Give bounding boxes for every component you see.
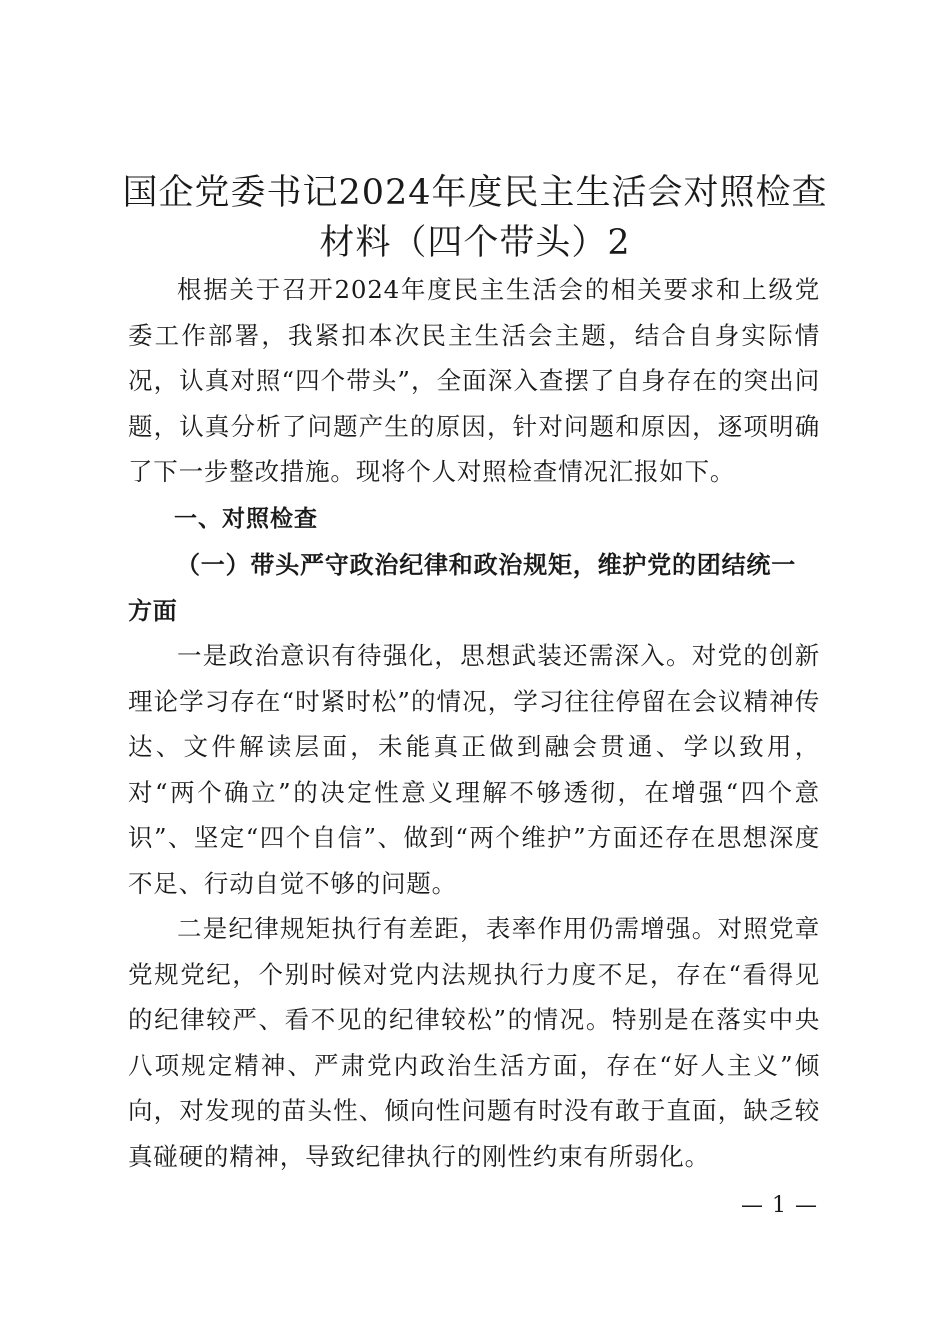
point-two-paragraph: 二是纪律规矩执行有差距，表率作用仍需增强。对照党章党规党纪，个别时候对党内法规执行力度不足，存在“看得见的纪律较严、看不见的纪律较松”的情况。特别是在落实中央八项规定精神、严肃党内政治生活方面，存在“好人主义”倾向，对发现的苗头性、倾向性问题有时没有敢于直面，缺乏较真碰硬的精神，导致纪律执行的刚性约束有所弱化。: [128, 914, 820, 1171]
page-number: — 1 —: [741, 1193, 818, 1218]
point-one-paragraph: 一是政治意识有待强化，思想武装还需深入。对党的创新理论学习存在“时紧时松”的情况，学习往往停留在会议精神传达、文件解读层面，未能真正做到融会贯通、学以致用，对“两个确立”的决定性意义理解不够透彻，在增强“四个意识”、坚定“四个自信”、做到“两个维护”方面还存在思想深度不足、行动自觉不够的问题。: [128, 641, 820, 898]
section-heading: 一、对照检查: [174, 505, 318, 532]
intro-paragraph: 根据关于召开2024年度民主生活会的相关要求和上级党委工作部署，我紧扣本次民主生活会主题，结合自身实际情况，认真对照“四个带头”，全面深入查摆了自身存在的突出问题，认真分析了问题产生的原因，针对问题和原因，逐项明确了下一步整改措施。现将个人对照检查情况汇报如下。: [128, 275, 820, 486]
document-title: 国企党委书记2024年度民主生活会对照检查材料（四个带头）2: [122, 173, 828, 263]
subsection-heading: （一）带头严守政治纪律和政治规矩，维护党的团结统一方面: [128, 550, 796, 625]
document-body: [128, 267, 820, 1179]
